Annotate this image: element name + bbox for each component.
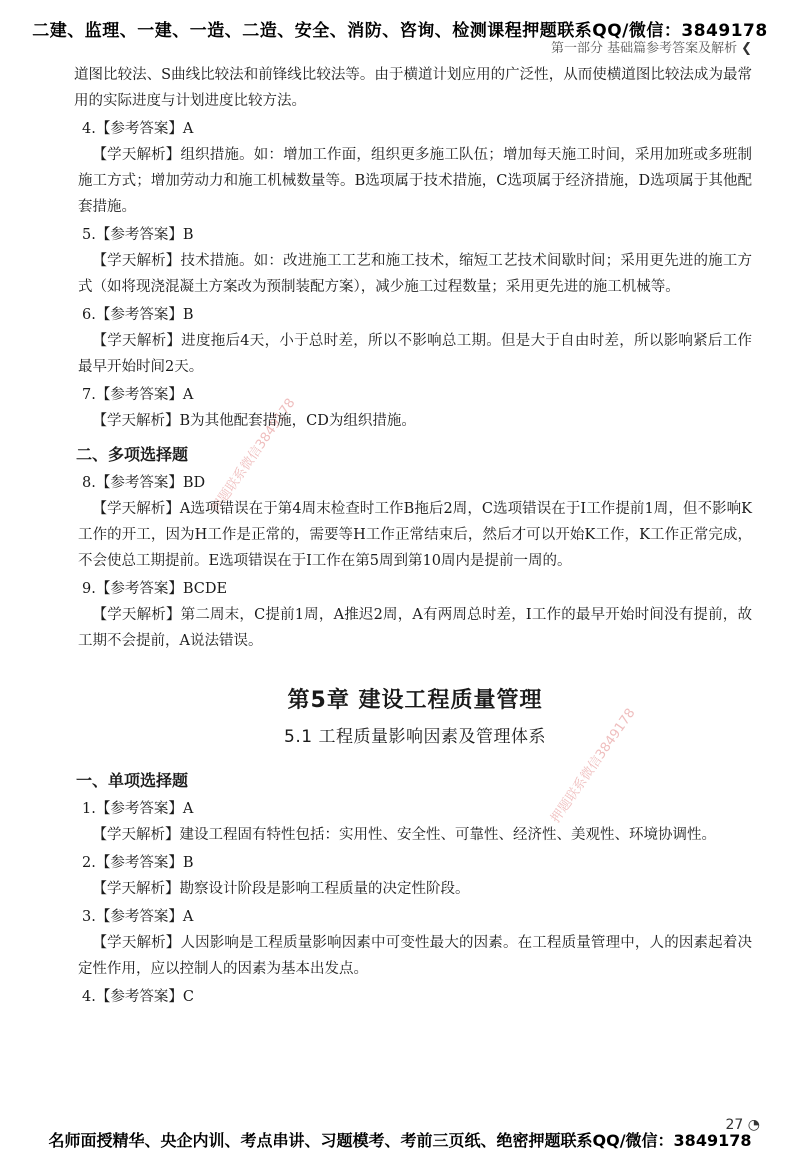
answer-explanation: 【学天解析】A选项错误在于第4周末检查时工作B拖后2周，C选项错误在于I工作提前1周，但不影响K工作的开工，因为H工作是正常的，需要等H工作正常结束后，然后才可以开始K工作，K工作正常完成，不会使总工期提前。E选项错误在于I工作在第5周到第10周内是提前一周的。 (78, 501, 752, 569)
answer-item (78, 904, 752, 982)
answer-key: 7.【参考答案】A (82, 387, 194, 403)
answer-explanation: 【学天解析】勘察设计阶段是影响工程质量的决定性阶段。 (92, 881, 470, 897)
answer-explanation: 【学天解析】人因影响是工程质量影响因素中可变性最大的因素。在工程质量管理中，人的因素起着决定性作用，应以控制人的因素为基本出发点。 (78, 935, 752, 977)
answer-key: 8.【参考答案】BD (82, 475, 206, 491)
answer-explanation: 【学天解析】B为其他配套措施，CD为组织措施。 (92, 413, 416, 429)
page-corner-icon: ◔ (743, 1117, 760, 1133)
page-body (74, 62, 752, 1010)
page-number-text: 27 (725, 1117, 744, 1133)
watermark: 押题联系微信3849178 (548, 705, 639, 826)
answer-item (78, 222, 752, 300)
answer-item (78, 116, 752, 220)
watermark: 押题联系微信3849178 (208, 395, 299, 516)
answer-item (78, 576, 752, 654)
answer-key: 4.【参考答案】C (82, 989, 194, 1005)
subchapter-title: 5.1 工程质量影响因素及管理体系 (284, 727, 546, 747)
answer-key: 3.【参考答案】A (82, 909, 194, 925)
answer-explanation: 【学天解析】技术措施。如：改进施工工艺和施工技术，缩短工艺技术间歇时间；采用更先进的施工方式（如将现浇混凝土方案改为预制装配方案），减少施工过程数量；采用更先进的施工机械等。 (78, 253, 752, 295)
bottom-promo-banner: 名师面授精华、央企内训、考点串讲、习题模考、考前三页纸、绝密押题联系QQ/微信：3849178 (48, 1131, 752, 1150)
chapter-title: 第5章 建设工程质量管理 (287, 688, 543, 713)
answer-explanation: 【学天解析】进度拖后4天，小于总时差，所以不影响总工期。但是大于自由时差，所以影响紧后工作最早开始时间2天。 (78, 333, 752, 375)
answer-key: 2.【参考答案】B (82, 855, 194, 871)
section-heading-single-choice: 一、单项选择题 (76, 771, 189, 790)
answer-item (78, 850, 752, 902)
answer-key: 5.【参考答案】B (82, 227, 194, 243)
section-heading-multiple-choice: 二、多项选择题 (76, 445, 189, 464)
answer-list-chapter5 (78, 796, 752, 1010)
answer-list-multiple-choice (78, 470, 752, 654)
running-head-text: 第一部分 基础篇参考答案及解析 (550, 41, 738, 56)
top-promo-banner: 二建、监理、一建、一造、二造、安全、消防、咨询、检测课程押题联系QQ/微信：3849178 (32, 21, 768, 41)
answer-list-single-choice (78, 116, 752, 434)
chevron-left-icon: ❮ (741, 41, 752, 56)
answer-explanation: 【学天解析】第二周末，C提前1周，A推迟2周，A有两周总时差，I工作的最早开始时间没有提前，故工期不会提前，A说法错误。 (78, 607, 752, 649)
answer-key: 1.【参考答案】A (82, 801, 194, 817)
answer-key: 6.【参考答案】B (82, 307, 194, 323)
answer-item (78, 302, 752, 380)
answer-item (78, 796, 752, 848)
answer-key: 9.【参考答案】BCDE (82, 581, 228, 597)
intro-paragraph: 道图比较法、S曲线比较法和前锋线比较法等。由于横道计划应用的广泛性，从而使横道图比较法成为最常用的实际进度与计划进度比较方法。 (74, 67, 752, 109)
answer-item (78, 470, 752, 574)
answer-item (78, 382, 752, 434)
answer-key: 4.【参考答案】A (82, 121, 194, 137)
answer-explanation: 【学天解析】建设工程固有特性包括：实用性、安全性、可靠性、经济性、美观性、环境协调性。 (92, 827, 716, 843)
answer-explanation: 【学天解析】组织措施。如：增加工作面，组织更多施工队伍；增加每天施工时间，采用加班或多班制施工方式；增加劳动力和施工机械数量等。B选项属于技术措施，C选项属于经济措施，D选项属于其他配套措施。 (78, 147, 752, 215)
running-head (551, 37, 752, 56)
